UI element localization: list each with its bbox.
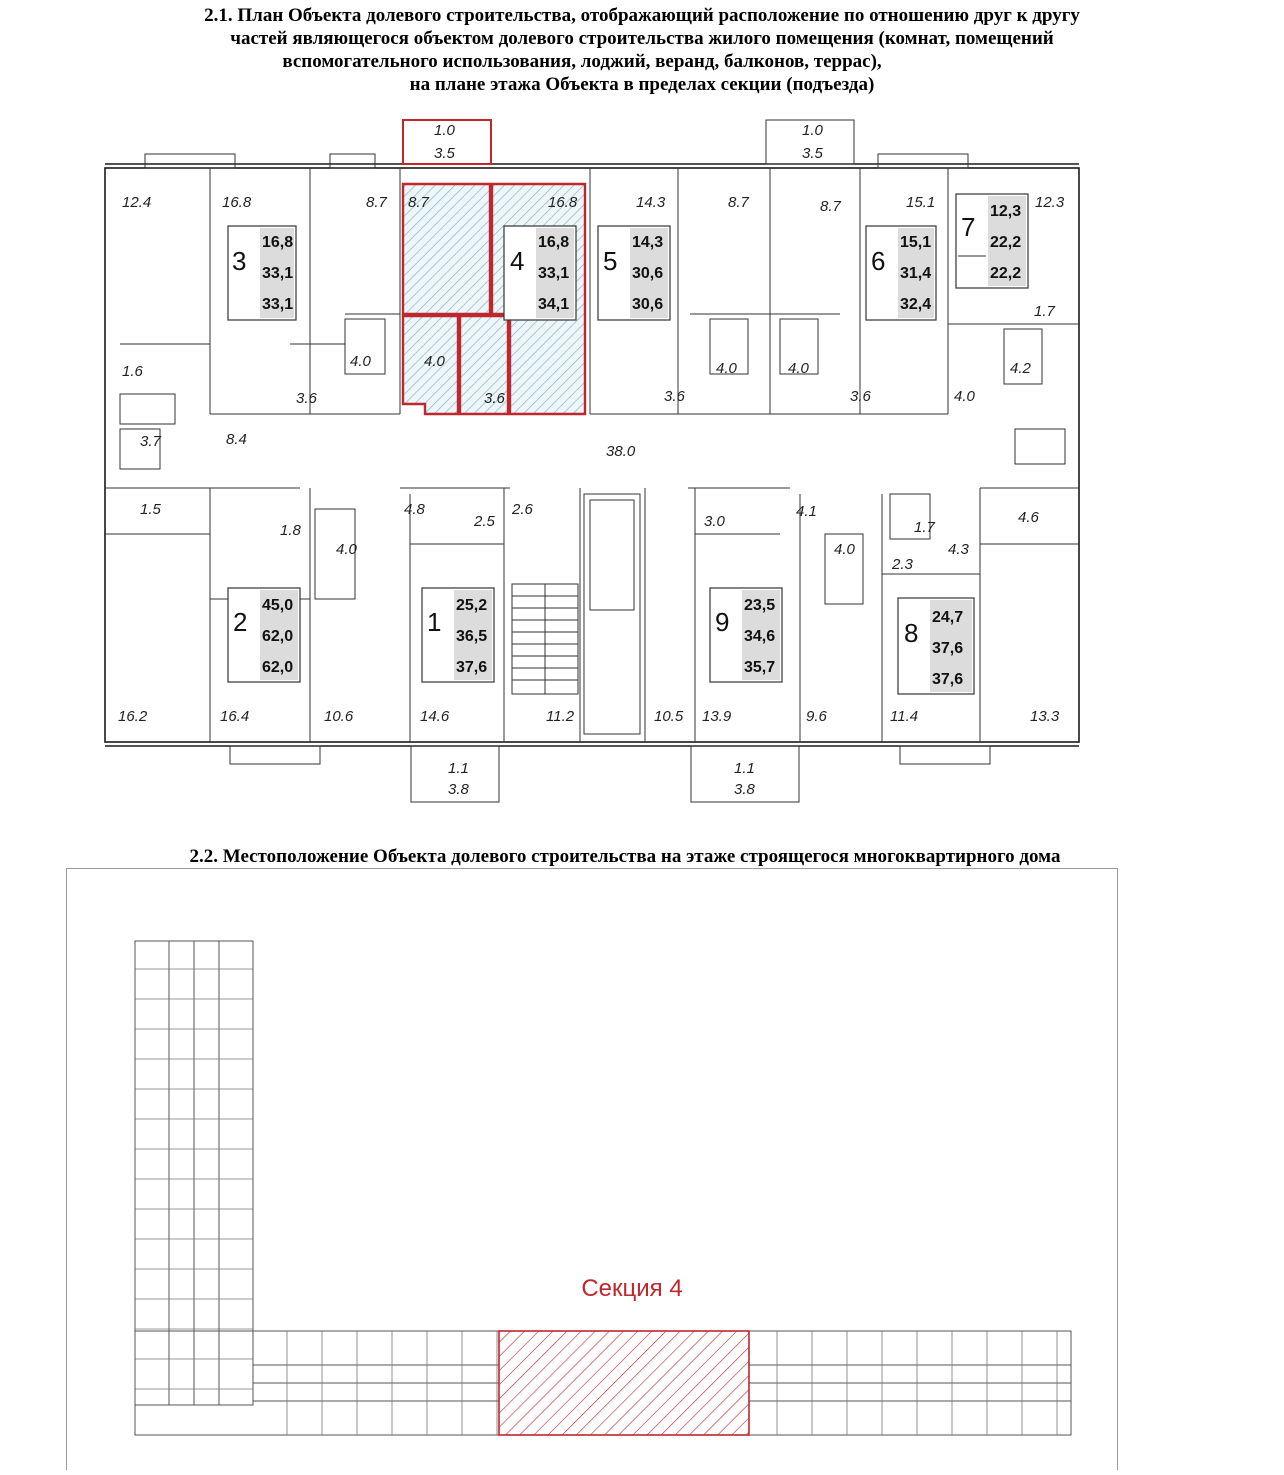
unit-9-info [710, 588, 782, 682]
room-area: 16.2 [118, 708, 148, 725]
balcony-area: 3.5 [434, 145, 455, 162]
room-area: 3.6 [664, 388, 685, 405]
unit-value: 25,2 [456, 597, 488, 614]
room-area: 1.6 [122, 363, 143, 380]
room-area: 14.3 [636, 194, 666, 211]
room-area: 8.7 [728, 194, 749, 211]
room-area: 11.4 [890, 708, 919, 725]
site-plan-drawing [67, 869, 1117, 1470]
room-area: 1.8 [280, 522, 301, 539]
room-area: 2.6 [512, 501, 533, 518]
unit-5-info [598, 226, 670, 320]
balcony-ratio: 1.1 [448, 760, 469, 777]
room-area: 8.7 [366, 194, 387, 211]
room-area: 3.7 [140, 433, 161, 450]
section-label: Секция 4 [581, 1275, 683, 1302]
unit-value: 45,0 [262, 597, 294, 614]
room-area: 16.8 [548, 194, 578, 211]
unit-1-info [422, 588, 494, 682]
room-area: 4.0 [716, 360, 737, 377]
unit-value: 16,8 [538, 234, 570, 251]
site-plan [66, 868, 1118, 1470]
heading-section-2-2 [0, 845, 1250, 868]
room-area: 4.3 [948, 541, 969, 558]
unit-2-info [228, 588, 300, 682]
room-area: 16.8 [222, 194, 252, 211]
unit-number: 9 [715, 607, 730, 637]
room-area: 4.0 [350, 353, 371, 370]
unit-number: 6 [871, 246, 886, 276]
room-area: 4.0 [834, 541, 855, 558]
section-4-highlight [499, 1331, 749, 1435]
unit-value: 31,4 [900, 265, 932, 282]
floor-plan [100, 114, 1084, 814]
unit-value: 36,5 [456, 628, 488, 645]
unit-value: 22,2 [990, 265, 1022, 282]
room-area: 3.6 [484, 390, 505, 407]
balcony-area: 3.5 [802, 145, 823, 162]
unit-number: 2 [233, 607, 248, 637]
room-area: 12.3 [1035, 194, 1065, 211]
balcony-area: 3.8 [734, 781, 755, 798]
heading-line: 2.2. Местоположение Объекта долевого строительства на этаже строящегося многоквартирного дома [189, 846, 1061, 867]
room-area: 15.1 [906, 194, 936, 211]
unit-number: 7 [961, 212, 976, 242]
balcony-ratio: 1.0 [802, 122, 823, 139]
room-area: 10.5 [654, 708, 684, 725]
unit-value: 23,5 [744, 597, 776, 614]
unit-value: 37,6 [932, 640, 964, 657]
room-area: 13.3 [1030, 708, 1060, 725]
room-area: 8.7 [820, 198, 841, 215]
room-area: 4.0 [788, 360, 809, 377]
unit-number: 8 [904, 618, 919, 648]
room-area: 2.3 [892, 556, 913, 573]
unit-value: 33,1 [262, 265, 294, 282]
unit-value: 16,8 [262, 234, 294, 251]
unit-6-info [866, 226, 936, 320]
unit-value: 22,2 [990, 234, 1022, 251]
floor-plan-drawing [100, 114, 1084, 814]
room-area: 11.2 [546, 708, 575, 725]
room-area: 1.5 [140, 501, 161, 518]
room-area: 1.7 [914, 519, 935, 536]
unit-number: 4 [510, 246, 525, 276]
balcony-ratio: 1.1 [734, 760, 755, 777]
room-area: 4.0 [336, 541, 357, 558]
unit-number: 5 [603, 246, 618, 276]
unit-8-info [898, 598, 974, 694]
room-area: 4.0 [424, 353, 445, 370]
unit-value: 37,6 [932, 671, 964, 688]
unit-value: 30,6 [632, 296, 664, 313]
unit-value: 32,4 [900, 296, 932, 313]
unit-value: 14,3 [632, 234, 664, 251]
heading-line: вспомогательного использования, лоджий, веранд, балконов, террас), [282, 51, 882, 72]
room-area: 2.5 [474, 513, 495, 530]
room-area: 1.7 [1034, 303, 1055, 320]
heading-section-2-1 [0, 4, 1284, 96]
room-area: 4.6 [1018, 509, 1039, 526]
room-area: 3.6 [850, 388, 871, 405]
room-area: 13.9 [702, 708, 732, 725]
unit-value: 62,0 [262, 628, 294, 645]
unit-3-info [228, 226, 296, 320]
room-area: 38.0 [606, 443, 636, 460]
room-area: 16.4 [220, 708, 250, 725]
unit-value: 33,1 [262, 296, 294, 313]
heading-line: 2.1. План Объекта долевого строительства, отображающий расположение по отношению друг к другу [204, 5, 1080, 26]
unit-value: 37,6 [456, 659, 488, 676]
bathroom-fixtures [120, 319, 1065, 604]
unit-value: 24,7 [932, 609, 964, 626]
balcony-ratio: 1.0 [434, 122, 455, 139]
room-area: 10.6 [324, 708, 354, 725]
room-area: 4.0 [954, 388, 975, 405]
heading-line: частей являющегося объектом долевого строительства жилого помещения (комнат, помещений [230, 28, 1054, 49]
room-area: 4.8 [404, 501, 425, 518]
room-area: 8.7 [408, 194, 429, 211]
unit-value: 30,6 [632, 265, 664, 282]
heading-line: на плане этажа Объекта в пределах секции (подъезда) [409, 74, 875, 95]
unit-value: 62,0 [262, 659, 294, 676]
room-area: 3.6 [296, 390, 317, 407]
room-area: 4.1 [796, 503, 817, 520]
unit-value: 15,1 [900, 234, 932, 251]
unit-value: 35,7 [744, 659, 776, 676]
unit-value: 12,3 [990, 203, 1022, 220]
room-area: 8.4 [226, 431, 247, 448]
unit-number: 3 [232, 246, 247, 276]
room-area: 12.4 [122, 194, 152, 211]
room-area: 4.2 [1010, 360, 1031, 377]
room-area: 3.0 [704, 513, 725, 530]
balcony-area: 3.8 [448, 781, 469, 798]
unit-4-info [504, 226, 576, 320]
unit-value: 34,6 [744, 628, 776, 645]
room-area: 9.6 [806, 708, 827, 725]
unit-value: 33,1 [538, 265, 570, 282]
staircase [512, 494, 640, 734]
unit-7-info [956, 194, 1028, 288]
unit-number: 1 [427, 607, 442, 637]
unit-value: 34,1 [538, 296, 570, 313]
room-area: 14.6 [420, 708, 450, 725]
